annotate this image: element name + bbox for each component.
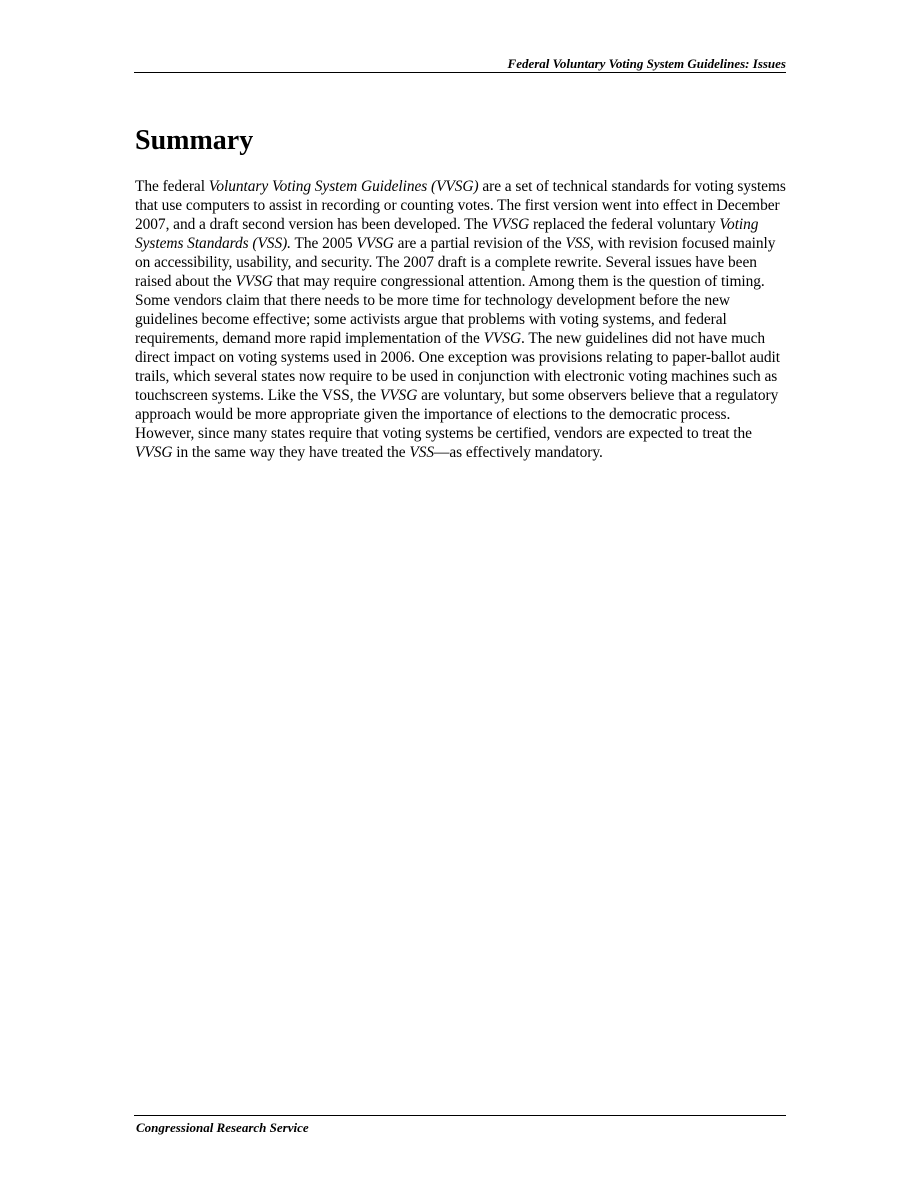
summary-italic-term: VSS — [409, 444, 435, 461]
header-rule — [134, 72, 786, 73]
summary-text: with revision focused mainly on accessibility, usability, and security. The 2007 draft is a complete rewrite. Several issues have been raised about the — [135, 235, 776, 290]
summary-text: The federal — [135, 178, 209, 195]
summary-text: that may require congressional attention. Among them is the question of timing. Some vendors claim that there needs to be more time for technology development before the new guidelines become effective; some activists argue that problems with voting systems, and federal requirements, demand more rapid implementation of the — [135, 273, 765, 347]
summary-italic-term: VVSG — [356, 235, 394, 252]
summary-italic-term: VVSG — [135, 444, 173, 461]
summary-italic-term: Voting Systems Standards (VSS). — [135, 216, 759, 252]
summary-paragraph — [135, 177, 787, 462]
summary-italic-term: VSS, — [565, 235, 594, 252]
running-header: Federal Voluntary Voting System Guidelines: Issues — [507, 56, 786, 71]
summary-text: in the same way they have treated the — [172, 444, 410, 461]
running-footer: Congressional Research Service — [136, 1120, 309, 1135]
summary-text: replaced the federal voluntary — [529, 216, 720, 233]
summary-text: . The new guidelines did not have much direct impact on voting systems used in 2006. One exception was provisions relating to paper-ballot audit trails, which several states now require to be used in conjunction with electronic voting machines such as touchscreen systems. Like the VSS, the — [135, 330, 780, 404]
section-title: Summary — [135, 125, 254, 156]
summary-italic-term: VVSG — [483, 330, 522, 347]
summary-text: are voluntary, but some observers believe that a regulatory approach would be more appropriate given the importance of elections to the democratic process. However, since many states require that voting systems be certified, vendors are expected to treat the — [135, 387, 779, 442]
summary-italic-term: VVSG — [235, 273, 273, 290]
summary-text: —as effectively mandatory. — [434, 444, 603, 461]
summary-text: The 2005 — [290, 235, 357, 252]
summary-italic-term: VVSG — [379, 387, 418, 404]
footer-rule — [134, 1115, 786, 1116]
summary-italic-term: VVSG — [491, 216, 530, 233]
summary-text: are a set of technical standards for voting systems that use computers to assist in recording or counting votes. The first version went into effect in December 2007, and a draft second version has been developed. The — [135, 178, 786, 233]
summary-italic-term: Voluntary Voting System Guidelines (VVSG) — [208, 178, 479, 195]
summary-text: are a partial revision of the — [393, 235, 566, 252]
